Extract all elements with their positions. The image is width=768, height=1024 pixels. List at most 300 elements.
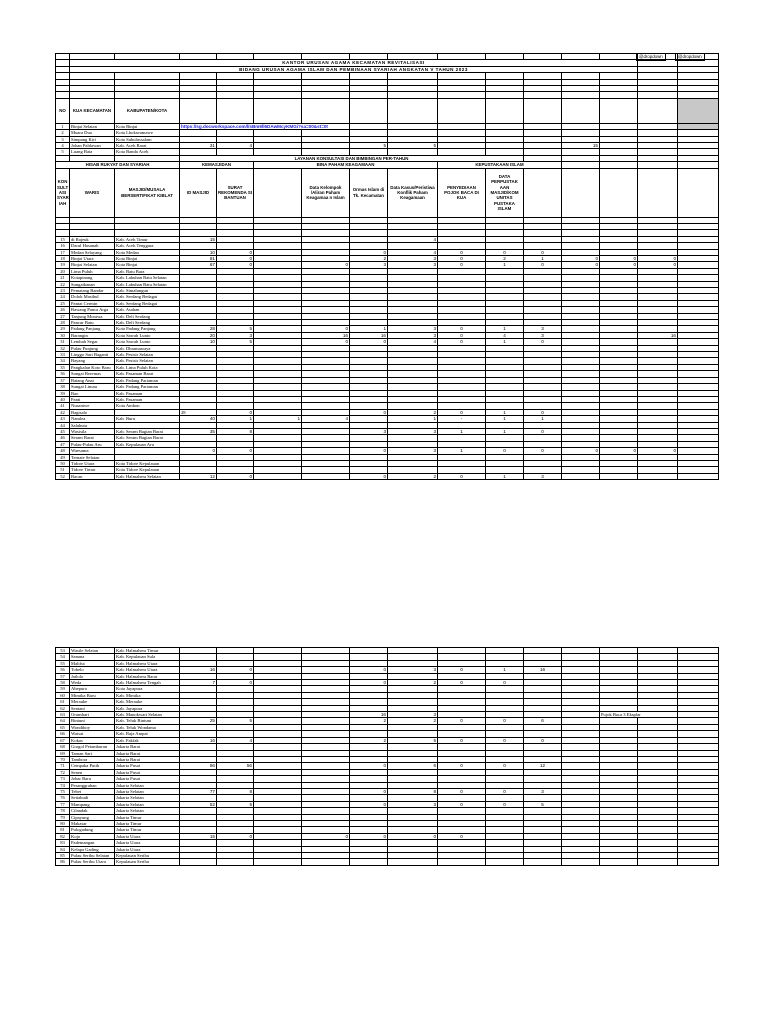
row-number: 29 <box>56 326 70 332</box>
data-cell: 4 <box>217 737 254 743</box>
data-cell: 3 <box>388 667 438 673</box>
row-number: 28 <box>56 320 70 326</box>
data-cell: 0 <box>438 326 486 332</box>
data-cell: 0 <box>438 718 486 724</box>
data-cell: 1 <box>486 428 524 434</box>
row-number: 5 <box>56 149 70 155</box>
row-number: 50 <box>56 460 70 466</box>
kabupaten-name: Kab. Halmahera Utara <box>115 667 180 673</box>
data-cell: 67 <box>180 262 217 268</box>
column-header-row <box>56 98 719 123</box>
kabupaten-name: Jakarta Pusat <box>115 769 180 775</box>
kabupaten-name: Jakarta Selatan <box>115 808 180 814</box>
kabupaten-name: Kab. Simalungun <box>115 288 180 294</box>
kua-name: di Rajeuk <box>70 236 115 242</box>
kua-name: Abepura <box>70 686 115 692</box>
data-cell: 15 <box>180 833 217 839</box>
header-ormas: Ormas Islam di Tk. Kecamatan <box>350 168 388 217</box>
row-number: 25 <box>56 300 70 306</box>
data-cell: 8 <box>388 788 438 794</box>
data-cell: 0 <box>486 763 524 769</box>
kabupaten-name: Kab. Pasaman <box>115 396 180 402</box>
row-number: 15 <box>56 236 70 242</box>
row-number: 58 <box>56 680 70 686</box>
kabupaten-name: Jakarta Barat <box>115 744 180 750</box>
handle-2: @dropdown <box>675 53 705 61</box>
data-cell: 0 <box>438 680 486 686</box>
kabupaten-name: Kab. Halmahera Tengah <box>115 680 180 686</box>
kabupaten-name: Jakarta Selatan <box>115 801 180 807</box>
data-cell: 5 <box>388 737 438 743</box>
kua-name: Kelapa Gading <box>70 846 115 852</box>
kua-name: Mampang <box>70 801 115 807</box>
data-cell: 0 <box>350 339 388 345</box>
empty-cell <box>562 98 600 123</box>
data-cell: 0 <box>217 667 254 673</box>
data-cell: 0 <box>524 428 562 434</box>
row-number: 62 <box>56 705 70 711</box>
data-cell: 6 <box>388 763 438 769</box>
data-cell <box>254 473 302 479</box>
data-cell: 3 <box>388 801 438 807</box>
row-number: 84 <box>56 846 70 852</box>
kua-name: Senen <box>70 769 115 775</box>
kua-name: Pesanggrahan <box>70 782 115 788</box>
kua-name: Lembah Segar <box>70 339 115 345</box>
data-cell: 28 <box>180 409 217 415</box>
kabupaten-name: Jakarta Pusat <box>115 776 180 782</box>
data-cell <box>600 473 638 479</box>
row-number: 69 <box>56 750 70 756</box>
kabupaten-name: Kab. Teluk Wondama <box>115 724 180 730</box>
kabupaten-name: Kab. Aceh Barat <box>115 142 180 148</box>
data-cell: 0 <box>486 680 524 686</box>
data-cell: 16 <box>638 332 678 338</box>
data-cell: 8 <box>217 428 254 434</box>
kabupaten-name: Kab. Pasaman <box>115 390 180 396</box>
kabupaten-name: Jakarta Utara <box>115 840 180 846</box>
data-cell: 5 <box>217 339 254 345</box>
data-cell: 0 <box>350 409 388 415</box>
col-no: NO <box>56 98 70 123</box>
row-number: 73 <box>56 776 70 782</box>
row-number: 32 <box>56 345 70 351</box>
data-cell: 16 <box>350 332 388 338</box>
data-cell: 77 <box>180 788 217 794</box>
row-number: 60 <box>56 692 70 698</box>
data-cell: 0 <box>302 339 350 345</box>
kua-name: Batang Anai <box>70 377 115 383</box>
row-number: 35 <box>56 364 70 370</box>
row-number: 59 <box>56 686 70 692</box>
kua-name: Pulau Seribu Utara <box>70 859 115 865</box>
kua-name: Cempaka Putih <box>70 763 115 769</box>
kabupaten-name: Kepulauan Seribu <box>115 859 180 865</box>
data-cell: 0 <box>217 448 254 454</box>
kua-name: Cilandak <box>70 808 115 814</box>
data-cell: 0 <box>350 448 388 454</box>
data-cell <box>388 859 438 865</box>
empty-cell <box>524 168 562 217</box>
kabupaten-name: Kab. Halmahera Timur <box>115 648 180 654</box>
empty-cell <box>600 98 638 123</box>
data-cell: 16 <box>180 667 217 673</box>
kua-name: Ternate Selatan <box>70 454 115 460</box>
data-cell: 0 <box>217 473 254 479</box>
data-cell: 20 <box>180 332 217 338</box>
data-cell: 7 <box>180 680 217 686</box>
row-number: 4 <box>56 142 70 148</box>
data-cell <box>254 859 302 865</box>
kabupaten-name: Kab. Fakfak <box>115 737 180 743</box>
kabupaten-name: Kota Subulussalam <box>115 136 180 142</box>
row-number: 54 <box>56 654 70 660</box>
data-cell: 10 <box>180 249 217 255</box>
data-cell: 0 <box>217 262 254 268</box>
group-hisab: HISAB RUKYAT DAN SYARIAH <box>56 162 180 168</box>
data-cell: 2 <box>388 680 438 686</box>
data-cell: 0 <box>524 339 562 345</box>
data-cell: 0 <box>524 262 562 268</box>
empty-cell <box>254 98 302 123</box>
data-cell: 5 <box>217 718 254 724</box>
data-cell: 2 <box>350 255 388 261</box>
kua-name: Pulogadung <box>70 827 115 833</box>
data-cell <box>638 859 678 865</box>
kua-name: Nusaniwe <box>70 403 115 409</box>
row-number: 66 <box>56 731 70 737</box>
kabupaten-name: Kab. Seram Bagian Barat <box>115 435 180 441</box>
data-cell: 0 <box>350 763 388 769</box>
row-number: 24 <box>56 294 70 300</box>
data-cell <box>217 859 254 865</box>
row-number: 16 <box>56 243 70 249</box>
data-cell: 0 <box>638 262 678 268</box>
data-cell: 0 <box>600 262 638 268</box>
data-cell: 1 <box>524 255 562 261</box>
kua-name: Wasile Selatan <box>70 648 115 654</box>
data-cell: 5 <box>350 142 388 148</box>
note-cell: Pojok Baca 3 Eksplar <box>600 712 678 718</box>
header-kasus: Data Kasus/Peristiwa Konflik Paham Keagamaan <box>388 168 438 217</box>
empty-cell <box>678 859 719 865</box>
row-number: 82 <box>56 833 70 839</box>
kabupaten-name: Kota Padang Panjang <box>115 326 180 332</box>
row-number: 77 <box>56 801 70 807</box>
empty-cell <box>638 98 678 123</box>
row-number: 57 <box>56 673 70 679</box>
data-cell: 3 <box>217 332 254 338</box>
data-cell: 4 <box>217 142 254 148</box>
kabupaten-name: Kab. Buru <box>115 416 180 422</box>
kua-name: Medan Selayang <box>70 249 115 255</box>
kua-name: Makasar <box>70 820 115 826</box>
kua-name: Wasisila <box>70 428 115 434</box>
row-number: 1 <box>56 123 70 129</box>
kua-name: Koja <box>70 833 115 839</box>
data-cell: 0 <box>438 737 486 743</box>
row-number: 79 <box>56 814 70 820</box>
kua-name: Bacan <box>70 473 115 479</box>
kabupaten-name: Kab. Dharmasraya <box>115 345 180 351</box>
data-cell: 0 <box>438 339 486 345</box>
kua-name: Johan Pahlawan <box>70 142 115 148</box>
kabupaten-name: Kab. Halmahera Selatan <box>115 473 180 479</box>
kabupaten-name: Kota Banda Aceh <box>115 149 180 155</box>
data-cell: 4 <box>486 332 524 338</box>
data-cell: 3 <box>350 262 388 268</box>
data-cell: 3 <box>388 428 438 434</box>
empty-cell <box>524 98 562 123</box>
kua-name: Tidore Utara <box>70 460 115 466</box>
header-surat: SURAT REKOMENDA SI BANTUAN <box>217 168 254 217</box>
data-cell: 5 <box>388 142 438 148</box>
kabupaten-name: Kab. Padang Pariaman <box>115 377 180 383</box>
data-cell <box>638 473 678 479</box>
kua-name: Barangin <box>70 332 115 338</box>
kua-name: Luang Bata <box>70 149 115 155</box>
row-number: 27 <box>56 313 70 319</box>
report-subtitle: BIDANG URUSAN AGAMA ISLAM DAN PEMBINAAN SYARIAH ANGKATAN V TAHUN 2023 <box>70 66 638 72</box>
data-cell: 0 <box>438 249 486 255</box>
data-cell: 0 <box>302 326 350 332</box>
header-masjid: MASJID/MUSALA BERSERTIFIKAT KIBLAT <box>115 168 180 217</box>
data-cell: 0 <box>302 833 350 839</box>
data-cell <box>562 859 600 865</box>
kua-name: Darul Hasanah <box>70 243 115 249</box>
data-cell: 3 <box>524 326 562 332</box>
kua-name: Waisai <box>70 731 115 737</box>
data-cell <box>350 859 388 865</box>
data-cell: 0 <box>438 409 486 415</box>
kabupaten-name: Kab. Aceh Timur <box>115 236 180 242</box>
data-cell: 0 <box>438 788 486 794</box>
empty-cell <box>438 98 486 123</box>
data-cell: 10 <box>180 339 217 345</box>
kua-name: Tidore Timur <box>70 467 115 473</box>
data-cell: 0 <box>388 833 438 839</box>
kua-name: Dolok Masihul <box>70 294 115 300</box>
data-cell: 1 <box>486 409 524 415</box>
row-number: 52 <box>56 473 70 479</box>
data-cell: 2 <box>350 718 388 724</box>
kua-name: Seram Barat <box>70 435 115 441</box>
row-number: 51 <box>56 467 70 473</box>
data-cell: 0 <box>438 262 486 268</box>
kua-name: Namlea <box>70 416 115 422</box>
data-cell: 0 <box>438 801 486 807</box>
kua-name: Tebet <box>70 788 115 794</box>
empty-cell <box>350 98 388 123</box>
data-cell: 3 <box>388 332 438 338</box>
kabupaten-name: Kab. Seram Bagian Barat <box>115 428 180 434</box>
kabupaten-name: Kab. Labuhan Batu Selatan <box>115 275 180 281</box>
kua-name: Sanana <box>70 654 115 660</box>
data-cell: 0 <box>600 448 638 454</box>
empty-cell <box>638 168 678 217</box>
data-cell: 3 <box>524 788 562 794</box>
document-link[interactable]: https://sg.docworkspace.com/l/sBm9ll6DAwMcyKMGi?sa=00&st=0t <box>180 123 350 129</box>
empty-cell <box>254 168 302 217</box>
data-cell: 8 <box>217 788 254 794</box>
kabupaten-name: Kab. Batu Bara <box>115 268 180 274</box>
kua-name: Jailolo <box>70 673 115 679</box>
row-number: 2 <box>56 130 70 136</box>
kua-name: Bayang <box>70 358 115 364</box>
row-number: 61 <box>56 699 70 705</box>
data-cell: 0 <box>350 833 388 839</box>
data-cell: 1 <box>486 339 524 345</box>
row-number: 78 <box>56 808 70 814</box>
kua-name: Tanjung Morawa <box>70 313 115 319</box>
data-cell: 2 <box>486 255 524 261</box>
data-cell: 5 <box>217 326 254 332</box>
empty-cell <box>180 98 217 123</box>
data-cell <box>302 473 350 479</box>
kabupaten-name: Jakarta Barat <box>115 750 180 756</box>
data-cell: 3 <box>524 332 562 338</box>
kabupaten-name: Kab. Serdang Bedagai <box>115 294 180 300</box>
data-cell: 0 <box>600 255 638 261</box>
data-cell: 3 <box>350 428 388 434</box>
data-cell: 56 <box>217 763 254 769</box>
kabupaten-name: Kota Jayapura <box>115 686 180 692</box>
data-cell: 0 <box>302 262 350 268</box>
kabupaten-name: Jakarta Utara <box>115 833 180 839</box>
row-number: 49 <box>56 454 70 460</box>
data-cell: 15 <box>180 236 217 242</box>
data-cell: 1 <box>438 428 486 434</box>
kua-name: Bao <box>70 390 115 396</box>
data-cell: 1 <box>486 667 524 673</box>
kabupaten-name: Jakarta Timur <box>115 827 180 833</box>
kabupaten-name: Kab. Aceh Tenggara <box>115 243 180 249</box>
kabupaten-name: Kab. Pesisir Selatan <box>115 352 180 358</box>
group-layanan: LAYANAN KONSULTASI DAN BIMBINGAN PER-TAHUN <box>180 155 524 161</box>
kua-name: Binjai Selatan <box>70 262 115 268</box>
kabupaten-name: Kota Lhokseumawe <box>115 130 180 136</box>
row-number: 81 <box>56 827 70 833</box>
col-kua: KUA KECAMATAN <box>70 98 115 123</box>
data-cell <box>562 473 600 479</box>
data-cell: 56 <box>180 763 217 769</box>
row-number: 47 <box>56 441 70 447</box>
kabupaten-name: Kota Tidore Kepulauan <box>115 467 180 473</box>
row-number: 41 <box>56 403 70 409</box>
data-cell: 4 <box>388 339 438 345</box>
table-row <box>56 473 719 479</box>
kua-name: Simpang Kiri <box>70 136 115 142</box>
kabupaten-name: Kab. Labuhan Batu Selatan <box>115 281 180 287</box>
data-cell: 0 <box>562 255 600 261</box>
table-row <box>56 859 719 865</box>
kabupaten-name: Jakarta Barat <box>115 756 180 762</box>
header-konsultasi: KON SULT ASI SYAR IAH <box>56 168 70 217</box>
data-cell <box>180 859 217 865</box>
row-number: 26 <box>56 307 70 313</box>
group-kepustakaan: KEPUSTAKAAN ISLAM <box>438 162 562 168</box>
kabupaten-name: Jakarta Selatan <box>115 782 180 788</box>
data-cell <box>302 859 350 865</box>
data-cell: 2 <box>388 718 438 724</box>
row-number: 30 <box>56 332 70 338</box>
row-number: 68 <box>56 744 70 750</box>
kua-name: Muara Dua <box>70 130 115 136</box>
row-number: 72 <box>56 769 70 775</box>
empty-cell <box>302 98 350 123</box>
row-number: 75 <box>56 788 70 794</box>
data-cell: 0 <box>350 788 388 794</box>
kua-name: Sungaikanan <box>70 281 115 287</box>
kua-name: Sentani <box>70 705 115 711</box>
data-cell: 1 <box>486 326 524 332</box>
data-cell: 3 <box>388 326 438 332</box>
kabupaten-name: Kab. Asahan <box>115 307 180 313</box>
sub-header-row <box>56 168 719 217</box>
kabupaten-name: Kota Binjai <box>115 123 180 129</box>
kabupaten-name: Kepulauan Seribu <box>115 853 180 859</box>
empty-cell <box>486 98 524 123</box>
data-cell: 5 <box>217 801 254 807</box>
header-perpustakaan: DATA PERPUSTAK AAN MASJID/KOM UNITAS PUSTAKA ISLAM <box>486 168 524 217</box>
data-cell: 16 <box>524 667 562 673</box>
data-cell: 0 <box>438 763 486 769</box>
data-cell: 0 <box>562 448 600 454</box>
data-cell: 6 <box>524 718 562 724</box>
kua-name: Oransbari <box>70 712 115 718</box>
kua-name: Tobelo <box>70 667 115 673</box>
data-cell <box>438 859 486 865</box>
empty-cell <box>388 98 438 123</box>
data-cell: 0 <box>438 473 486 479</box>
data-cell: 2 <box>388 409 438 415</box>
header-penyediaan: PENYEDIAAN POJOK BACA DI KUA <box>438 168 486 217</box>
empty-cell <box>217 98 254 123</box>
row-number: 56 <box>56 667 70 673</box>
data-cell: 1 <box>524 416 562 422</box>
data-cell: 0 <box>486 448 524 454</box>
empty-cell <box>600 168 638 217</box>
data-cell: 31 <box>180 142 217 148</box>
data-cell: 4 <box>388 236 438 242</box>
data-cell: 40 <box>180 416 217 422</box>
row-number: 17 <box>56 249 70 255</box>
data-cell: 0 <box>486 718 524 724</box>
row-number: 83 <box>56 840 70 846</box>
kua-name: Pangkalan Koto Baru <box>70 364 115 370</box>
group-kemasjidan: KEMASJIDAN <box>180 162 254 168</box>
data-cell: 1 <box>486 262 524 268</box>
data-cell: 5 <box>524 801 562 807</box>
kua-name: Pademangan <box>70 840 115 846</box>
kua-name: Panti <box>70 396 115 402</box>
kua-name: Pulau-Pulau Aru <box>70 441 115 447</box>
row-number: 63 <box>56 712 70 718</box>
row-number: 34 <box>56 358 70 364</box>
data-cell: 0 <box>524 448 562 454</box>
kua-name: Pematang Bandar <box>70 288 115 294</box>
kabupaten-name: Kota Sawah Lunto <box>115 332 180 338</box>
data-cell: 0 <box>217 680 254 686</box>
data-cell: 3 <box>388 712 438 718</box>
data-cell: 4 <box>302 416 350 422</box>
data-cell: 25 <box>180 718 217 724</box>
data-cell: 16 <box>302 332 350 338</box>
data-cell: 1 <box>217 416 254 422</box>
empty-cell <box>678 168 719 217</box>
data-cell: 12 <box>180 473 217 479</box>
spreadsheet-page-1 <box>55 53 719 480</box>
